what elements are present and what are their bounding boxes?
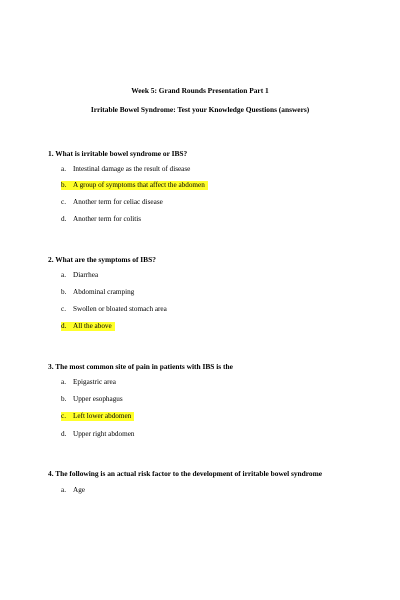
option-letter: d.: [61, 215, 67, 223]
question-1-option-b: [61, 181, 208, 190]
option-letter: d.: [61, 430, 67, 438]
option-text: Epigastric area: [73, 378, 116, 386]
option-letter: b.: [61, 181, 67, 189]
option-text: Swollen or bloated stomach area: [73, 305, 167, 313]
option-letter: c.: [61, 305, 66, 313]
option-text: Another term for celiac disease: [73, 198, 163, 206]
option-letter: a.: [61, 165, 66, 173]
question-1-option-d: [61, 215, 142, 224]
option-letter: d.: [61, 322, 67, 330]
option-letter: c.: [61, 198, 66, 206]
option-text: Age: [73, 486, 85, 494]
question-4-option-a: [61, 486, 86, 495]
question-3-option-a: [61, 378, 117, 387]
option-text: Upper esophagus: [73, 395, 123, 403]
document-subtitle: Irritable Bowel Syndrome: Test your Knowledge Questions (answers): [90, 105, 310, 114]
question-3-option-b: [61, 395, 124, 404]
question-1-option-a: [61, 165, 191, 174]
option-letter: b.: [61, 288, 67, 296]
option-letter: b.: [61, 395, 67, 403]
option-letter: c.: [61, 412, 66, 420]
option-text: A group of symptoms that affect the abdomen: [73, 181, 205, 189]
option-text: Another term for colitis: [73, 215, 142, 223]
question-3-option-c: [61, 412, 134, 421]
option-text: Intestinal damage as the result of disease: [73, 165, 191, 173]
question-3: 3. The most common site of pain in patients with IBS is the: [48, 362, 233, 371]
question-4: 4. The following is an actual risk factor to the development of irritable bowel syndrome: [48, 469, 323, 478]
question-3-option-d: [61, 430, 135, 439]
document-title: Week 5: Grand Rounds Presentation Part 1: [131, 86, 269, 95]
option-letter: a.: [61, 486, 66, 494]
option-text: All the above: [73, 322, 112, 330]
option-text: Abdominal cramping: [73, 288, 135, 296]
question-2-option-d: [61, 322, 115, 331]
question-2: 2. What are the symptoms of IBS?: [48, 255, 156, 264]
question-1: 1. What is irritable bowel syndrome or IBS?: [48, 149, 188, 158]
option-letter: a.: [61, 378, 66, 386]
option-text: Diarrhea: [73, 271, 99, 279]
option-text: Upper right abdomen: [73, 430, 135, 438]
option-text: Left lower abdomen: [73, 412, 132, 420]
question-1-option-c: [61, 198, 164, 207]
question-2-option-b: [61, 288, 135, 297]
option-letter: a.: [61, 271, 66, 279]
question-2-option-c: [61, 305, 168, 314]
question-2-option-a: [61, 271, 99, 280]
